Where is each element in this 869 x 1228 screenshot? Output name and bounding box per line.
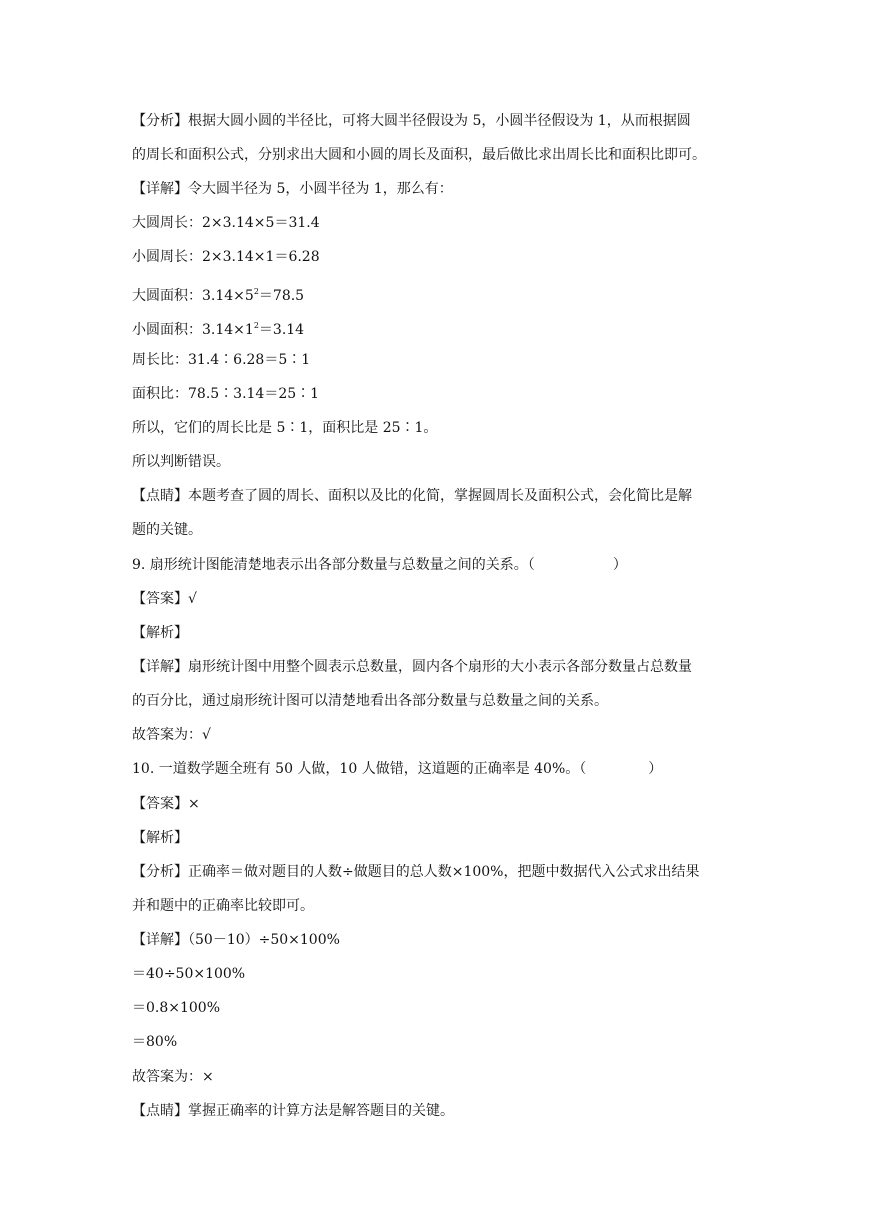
- q10-final-answer: 故答案为：×: [132, 1069, 214, 1085]
- q8-analysis-line-2: 的周长和面积公式，分别求出大圆和小圆的周长及面积，最后做比求出周长比和面积比即可。: [132, 147, 706, 163]
- q8-circumference-ratio: 周长比：31.4∶6.28＝5∶1: [132, 352, 311, 368]
- q8-judgement: 所以判断错误。: [132, 454, 230, 470]
- q9-question-text: 9. 扇形统计图能清楚地表示出各部分数量与总数量之间的关系。（: [132, 557, 535, 573]
- q10-step-4: ＝80%: [132, 1034, 178, 1050]
- q10-step-2: ＝40÷50×100%: [132, 966, 246, 982]
- q8-big-area: [132, 282, 732, 306]
- q9-answer: 【答案】√: [132, 591, 197, 607]
- q8-small-area-result: ＝3.14: [258, 322, 305, 338]
- q10-step-3: ＝0.8×100%: [132, 1000, 221, 1016]
- q9-question-close: ）: [612, 557, 627, 573]
- q10-analysis-line-1: 【分析】正确率＝做对题目的人数÷做题目的总人数×100%，把题中数据代入公式求出结果: [132, 864, 700, 880]
- q8-small-area: [132, 316, 732, 340]
- q10-step-1: 【详解】（50－10）÷50×100%: [132, 932, 340, 948]
- q9-final-answer: 故答案为：√: [132, 727, 211, 743]
- q8-comment-line-2: 题的关键。: [132, 522, 202, 538]
- q10-comment: 【点睛】掌握正确率的计算方法是解答题目的关键。: [132, 1103, 454, 1119]
- q8-area-ratio: 面积比：78.5∶3.14＝25∶1: [132, 386, 320, 402]
- q8-conclusion: 所以，它们的周长比是 5∶1，面积比是 25∶1。: [132, 420, 438, 436]
- q10-question-text: 10. 一道数学题全班有 50 人做，10 人做错，这道题的正确率是 40%。（: [132, 761, 587, 777]
- q8-analysis-line-1: 【分析】根据大圆小圆的半径比，可将大圆半径假设为 5，小圆半径假设为 1，从而根据圆: [132, 113, 691, 129]
- q9-detail-line-1: 【详解】扇形统计图中用整个圆表示总数量，圆内各个扇形的大小表示各部分数量占总数量: [132, 659, 692, 675]
- q9-detail-line-2: 的百分比，通过扇形统计图可以清楚地看出各部分数量与总数量之间的关系。: [132, 693, 608, 709]
- q9-question: [132, 555, 732, 575]
- q10-answer: 【答案】×: [132, 796, 200, 812]
- q8-big-area-exponent: 2: [253, 287, 259, 296]
- q8-big-area-result: ＝78.5: [258, 288, 305, 304]
- q8-comment-line-1: 【点睛】本题考查了圆的周长、面积以及比的化简，掌握圆周长及面积公式，会化简比是解: [132, 488, 692, 504]
- q8-small-area-exponent: 2: [253, 321, 259, 330]
- q10-jiexi-heading: 【解析】: [132, 830, 188, 846]
- q10-question: [132, 759, 732, 779]
- q10-question-close: ）: [648, 761, 663, 777]
- q8-big-area-formula: 大圆面积：3.14×5: [132, 288, 254, 304]
- q8-detail-intro: 【详解】令大圆半径为 5，小圆半径为 1，那么有：: [132, 181, 453, 197]
- q8-small-circumference: 小圆周长：2×3.14×1＝6.28: [132, 249, 320, 265]
- q8-big-circumference: 大圆周长：2×3.14×5＝31.4: [132, 215, 320, 231]
- q9-jiexi-heading: 【解析】: [132, 625, 188, 641]
- q10-analysis-line-2: 并和题中的正确率比较即可。: [132, 898, 314, 914]
- q8-small-area-formula: 小圆面积：3.14×1: [132, 322, 254, 338]
